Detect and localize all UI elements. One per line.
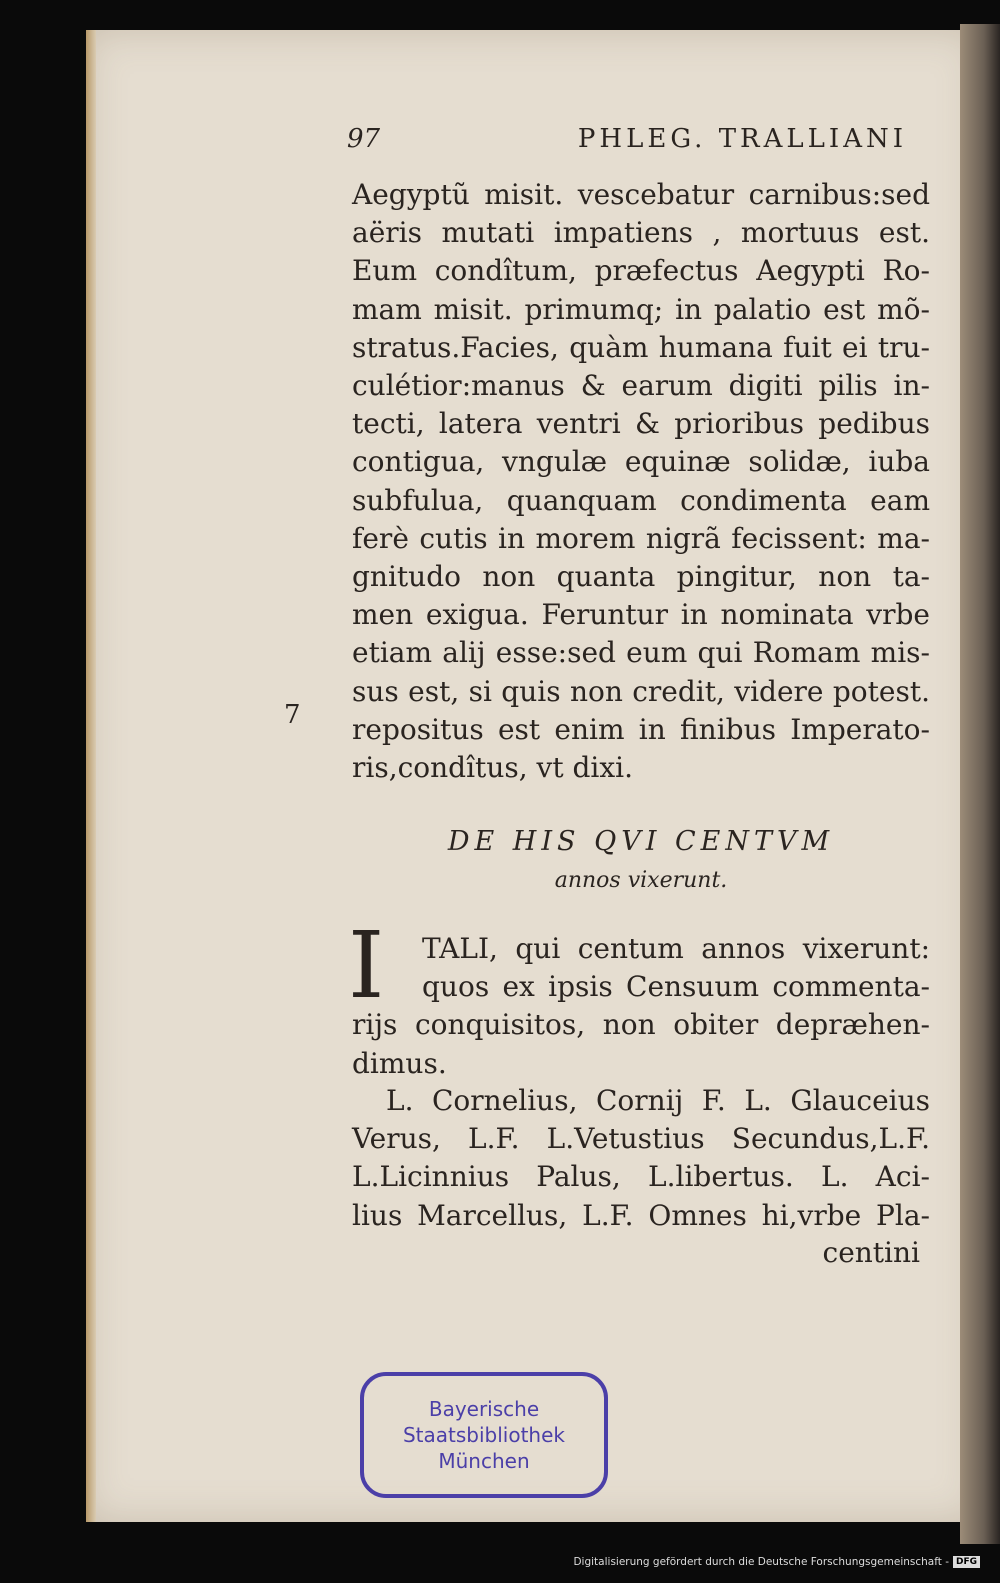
text-line: lius Marcellus, L.F. Omnes hi,vrbe Pla- xyxy=(352,1198,930,1232)
text-line: L.Licinnius Palus, L.libertus. L. Aci- xyxy=(352,1160,930,1194)
stamp-line: München xyxy=(438,1449,530,1473)
dfg-logo-icon: DFG xyxy=(953,1556,980,1568)
book-fore-edge xyxy=(960,24,1000,1544)
margin-number: 7 xyxy=(284,700,301,730)
text-line: tecti, latera ventri & prioribus pedibus xyxy=(352,407,930,441)
text-line: ris,condîtus, vt dixi. xyxy=(352,751,634,785)
text-line: subfulua, quanquam condimenta eam xyxy=(352,483,930,517)
text-line: ferè cutis in morem nigrã fecissent: ma- xyxy=(352,521,930,555)
text-line: dimus. xyxy=(352,1046,447,1080)
text-line: Eum condîtum, præfectus Aegypti Ro- xyxy=(352,254,930,288)
text-line: TALI, qui centum annos vixerunt: xyxy=(422,932,930,965)
text-line: Aegyptũ misit. vescebatur carnibus:sed xyxy=(352,178,930,211)
text-line: stratus.Facies, quàm humana fuit ei tru- xyxy=(352,330,930,364)
text-line: repositus est enim in finibus Imperato- xyxy=(352,712,930,746)
stamp-line: Staatsbibliothek xyxy=(402,1423,565,1447)
text-line: culétior:manus & earum digiti pilis in- xyxy=(352,369,930,403)
paragraph-2 xyxy=(352,930,930,1083)
paragraph-1 xyxy=(352,176,930,787)
text-line: rijs conquisitos, non obiter depræhen- xyxy=(352,1008,930,1042)
paragraph-3 xyxy=(352,1082,930,1235)
running-title: PHLEG. TRALLIANI xyxy=(577,124,907,154)
text-line: men exigua. Feruntur in nominata vrbe xyxy=(352,598,930,632)
section-subheading: annos vixerunt. xyxy=(554,868,728,893)
text-line: aëris mutati impatiens , mortuus est. xyxy=(352,216,930,250)
text-line: etiam alij esse:sed eum qui Romam mis- xyxy=(352,636,930,670)
footer-text: Digitalisierung gefördert durch die Deutsche Forschungsgemeinschaft - xyxy=(573,1556,949,1568)
digitization-footer xyxy=(573,1556,980,1568)
text-line: contigua, vngulæ equinæ solidæ, iuba xyxy=(352,445,930,479)
page-gutter-edge xyxy=(86,30,96,1522)
text-line: gnitudo non quanta pingitur, non ta- xyxy=(352,560,930,594)
text-line: L. Cornelius, Cornij F. L. Glauceius xyxy=(386,1084,930,1117)
stamp-line: Bayerische xyxy=(428,1397,540,1421)
catchword: centini xyxy=(822,1236,920,1269)
text-line: sus est, si quis non credit, videre potest. xyxy=(352,674,930,708)
running-header xyxy=(347,124,907,154)
page-number: 97 xyxy=(347,124,381,154)
text-line: mam misit. primumq; in palatio est mõ- xyxy=(352,292,930,326)
drop-cap: I xyxy=(348,912,385,1019)
text-line: Verus, L.F. L.Vetustius Secundus,L.F. xyxy=(352,1122,930,1156)
library-stamp xyxy=(360,1372,608,1498)
section-heading: DE HIS QVI CENTVM xyxy=(447,826,835,857)
text-line: quos ex ipsis Censuum commenta- xyxy=(422,970,930,1004)
